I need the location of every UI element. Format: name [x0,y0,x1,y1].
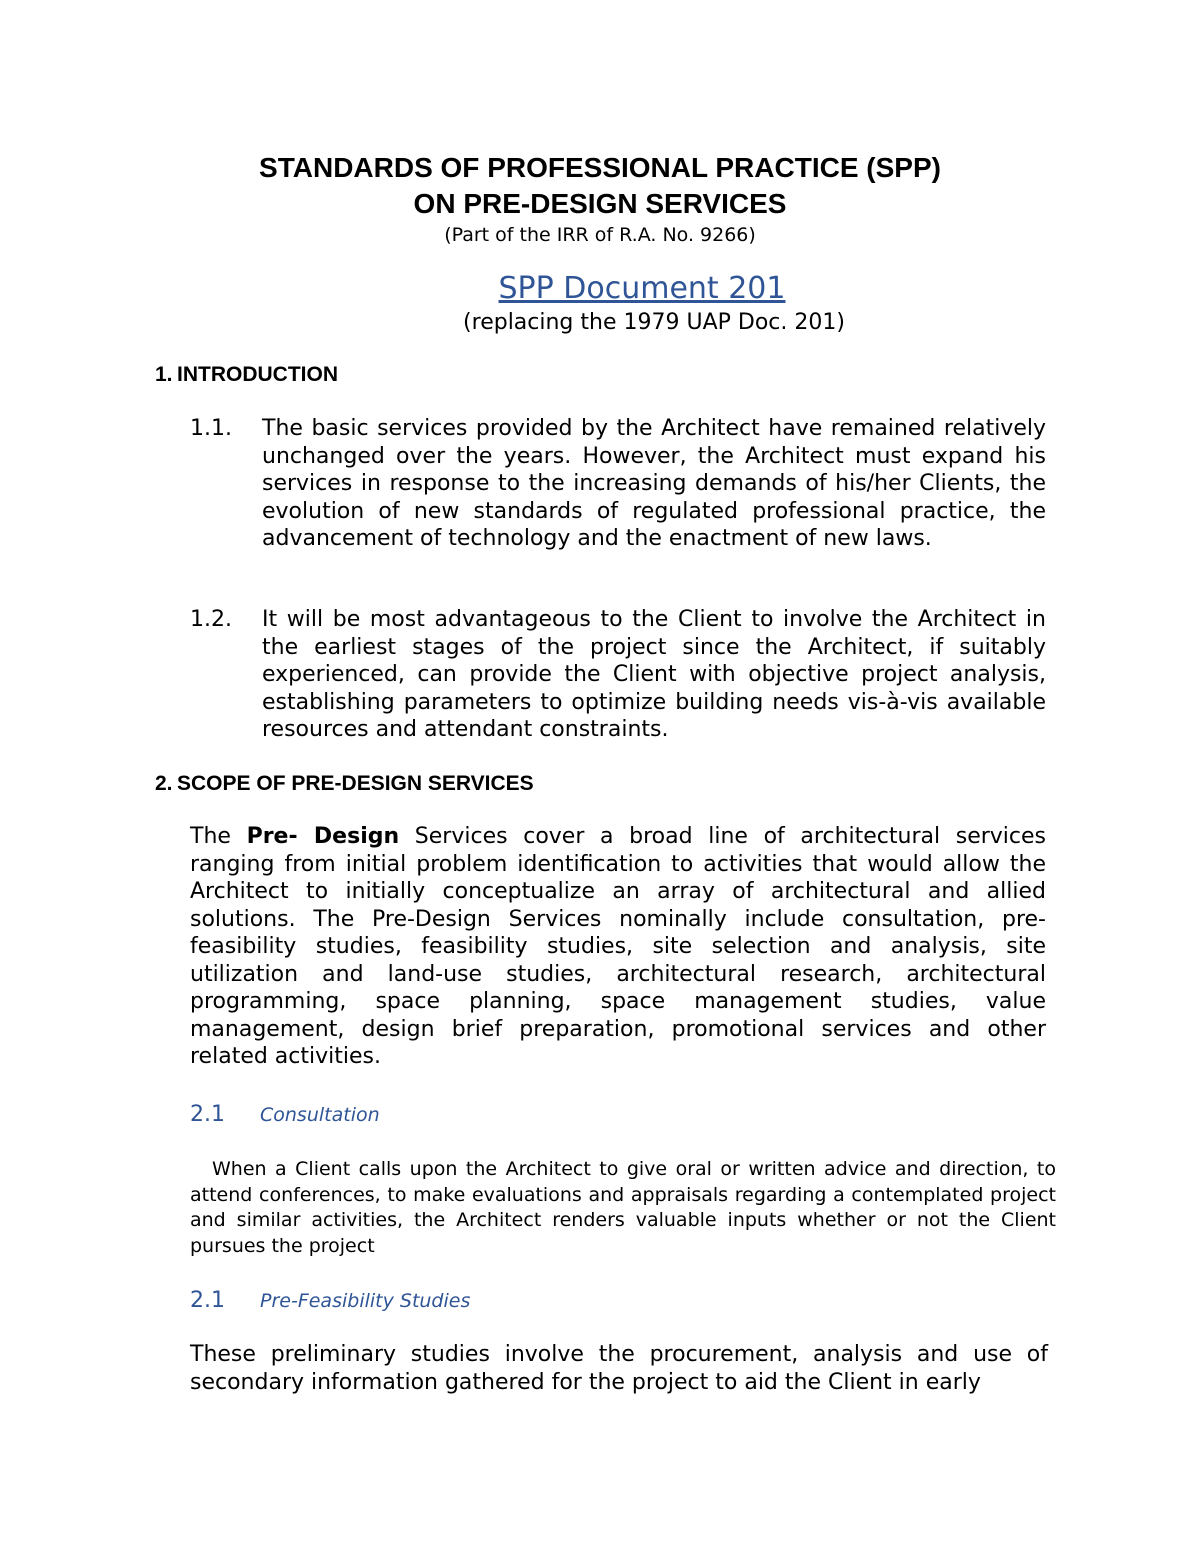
section-number: 1. [155,363,173,386]
consultation-paragraph [190,1157,1056,1259]
list-item [190,606,1046,744]
subsection-number: 2.1 [190,1102,225,1127]
subsection-heading-pre-feasibility [190,1288,470,1313]
section-title: INTRODUCTION [177,363,338,386]
subsection-number: 2.1 [190,1288,225,1313]
subsection-title: Pre-Feasibility Studies [260,1290,471,1312]
scope-intro-post: Services cover a broad line of architectural services ranging from initial problem identification to activities that would allow the Architect to initially conceptualize an array of architectural and allied solutions. The Pre-Design Services nominally include consultation, pre-feasibility studies, feasibility studies, site selection and analysis, site utilization and land-use studies, architectural research, architectural programming, space planning, space management studies, value management, design brief preparation, promotional services and other related activities. [190,824,1046,1069]
section-title: SCOPE OF PRE-DESIGN SERVICES [177,772,534,795]
document-title-line1: STANDARDS OF PROFESSIONAL PRACTICE (SPP) [259,152,941,183]
pre-feasibility-paragraph: These preliminary studies involve the procurement, analysis and use of secondary information gathered for the project to aid the Client in early [190,1342,1048,1395]
section-number: 2. [155,772,173,795]
consultation-text: When a Client calls upon the Architect to give oral or written advice and direction, to attend conferences, to make evaluations and appraisals regarding a contemplated project and similar activities, the Architect renders valuable inputs whether or not the Client pursues the project [190,1158,1056,1257]
document-title-line2: ON PRE-DESIGN SERVICES [413,188,787,219]
document-subtitle: (Part of the IRR of R.A. No. 9266) [444,224,756,246]
subsection-title: Consultation [260,1104,380,1126]
list-item [190,415,1046,553]
section-heading-scope [155,771,534,797]
replacing-note: (replacing the 1979 UAP Doc. 201) [463,310,845,335]
scope-intro-bold: Pre- Design [246,824,400,849]
scope-paragraph [190,823,1046,1071]
list-item-text: It will be most advantageous to the Client to involve the Architect in the earliest stages of the project since the Architect, if suitably experienced, can provide the Client with objective project analysis, establishing parameters to optimize building needs vis-à-vis available resources and attendant constraints. [262,607,1046,742]
section-heading-introduction [155,362,338,388]
list-item-number: 1.2. [190,607,232,632]
spp-document-link[interactable]: SPP Document 201 [498,271,786,306]
list-item-text: The basic services provided by the Architect have remained relatively unchanged over the years. However, the Architect must expand his services in response to the increasing demands of his/her Clients, the evolution of new standards of regulated professional practice, the advancement of technology and the enactment of new laws. [262,416,1046,551]
list-item-number: 1.1. [190,416,232,441]
scope-intro-pre: The [190,824,247,849]
subsection-heading-consultation [190,1102,380,1127]
